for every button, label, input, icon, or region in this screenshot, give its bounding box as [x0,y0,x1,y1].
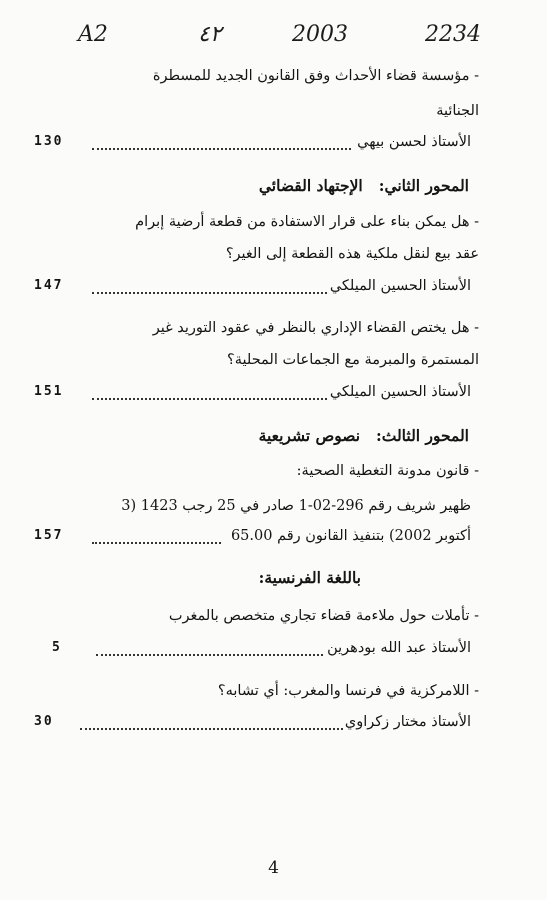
section-title: نصوص تشريعية [258,426,361,445]
entry-title-line: - تأملات حول ملاءمة قضاء تجاري متخصص بالمغرب [168,608,479,624]
page-reference: 30 [34,714,54,729]
section-heading [259,426,469,446]
entry-author: الأستاذ لحسن بيهي [357,134,471,150]
page-reference: 147 [34,278,64,293]
page-reference: 5 [52,640,62,655]
leader-dots [92,292,351,294]
leader-dots [92,148,351,150]
section-title: الإجتهاد القضائي [258,176,363,195]
toc-entry [34,640,471,662]
leader-dots [92,542,221,544]
page-reference: 151 [34,384,64,399]
handwritten-a2: A2 [78,22,108,47]
page-number: 4 [268,858,279,878]
leader-dots [80,728,351,730]
entry-title-line: الجنائية [436,103,479,119]
page-reference: 130 [34,134,64,149]
toc-entry [34,528,471,550]
leader-dots [96,654,351,656]
entry-title-line: عقد بيع لنقل ملكية هذه القطعة إلى الغير؟ [225,246,479,262]
entry-title-line: - قانون مدونة التغطية الصحية: [296,463,479,479]
handwritten-reference: 2234 [425,22,481,47]
handwritten-number: ٤٢ [198,22,222,47]
section-heading [259,176,469,196]
section-axis-label: المحور الثالث: [376,426,469,445]
toc-entry [34,384,471,406]
entry-author: الأستاذ الحسين الميلكي [329,384,471,400]
entry-title-line: ظهير شريف رقم 296-02-1 صادر في 25 رجب 1423 (3 [121,498,471,514]
toc-entry [34,134,471,156]
handwritten-year: 2003 [292,22,348,47]
leader-dots [92,398,351,400]
entry-title-line: - هل يختص القضاء الإداري بالنظر في عقود التوريد غير [152,320,479,336]
entry-title-line: - هل يمكن بناء على قرار الاستفادة من قطعة أرضية إبرام [135,214,479,230]
entry-title-line: - اللامركزية في فرنسا والمغرب: أي تشابه؟ [217,683,479,699]
entry-title-line: المستمرة والمبرمة مع الجماعات المحلية؟ [227,352,479,368]
entry-title-line: - مؤسسة قضاء الأحداث وفق القانون الجديد للمسطرة [152,68,479,84]
entry-author: الأستاذ عبد الله بودهرين [327,640,471,656]
toc-entry [34,278,471,300]
entry-author: الأستاذ الحسين الميلكي [329,278,471,294]
section-axis-label: المحور الثاني: [378,176,469,195]
page-reference: 157 [34,528,64,543]
section-heading: باللغة الفرنسية: [258,568,361,587]
entry-title-line: أكتوبر 2002) بتنفيذ القانون رقم 65.00 [230,528,471,544]
toc-entry [34,714,471,736]
entry-author: الأستاذ مختار زكراوي [344,714,471,730]
